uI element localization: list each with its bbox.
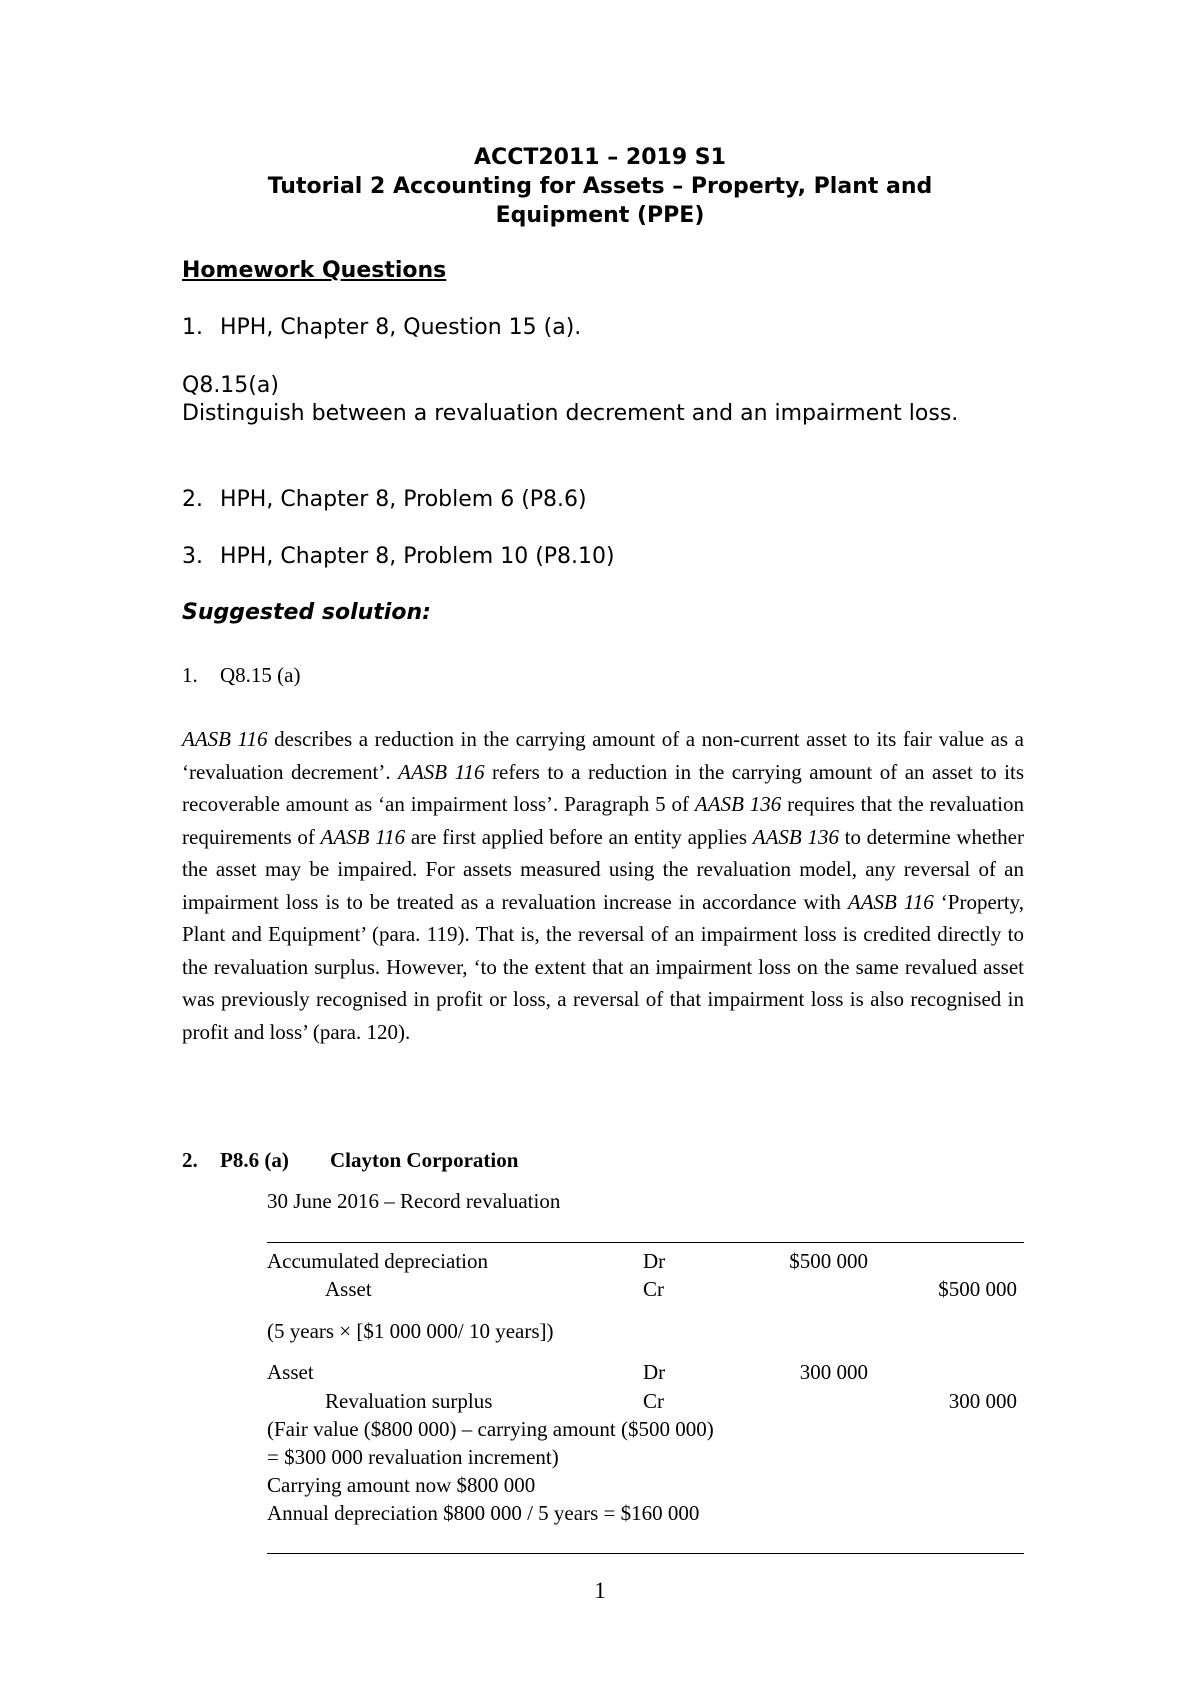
tutorial-title-line1: Tutorial 2 Accounting for Assets – Property, Plant and	[267, 174, 933, 199]
account-name: Accumulated depreciation	[267, 1249, 488, 1273]
paragraph-text: ‘Property, Plant and Equipment’ (para. 119). That is, the reversal of an impairment loss is credited directly to the revaluation surplus. However, ‘to the extent that an impairment loss on the same revalued asset was previously recognised in profit or loss, a reversal of that impairment loss is also recognised in profit and loss’ (para. 120).	[182, 889, 1024, 1044]
dr-cr-indicator: Dr	[643, 1249, 666, 1273]
credit-amount: $500 000	[938, 1277, 1017, 1301]
document-title-block	[150, 143, 1050, 230]
tutorial-title-line2: Equipment (PPE)	[495, 203, 705, 228]
question-815-label: Q8.15(a)	[182, 373, 279, 398]
standard-ref: AASB 116	[320, 824, 406, 849]
solution-1-number: 1.	[182, 663, 198, 687]
standard-ref: AASB 116	[182, 727, 268, 751]
journal-row	[267, 1277, 1024, 1305]
account-name: Asset	[325, 1277, 372, 1301]
journal-row	[267, 1249, 1024, 1277]
journal-note: (5 years × [$1 000 000/ 10 years])	[267, 1319, 554, 1343]
account-name: Revaluation surplus	[325, 1389, 493, 1413]
paragraph-text: requires that the revaluation requirements of	[182, 792, 1025, 849]
solution-2-part: P8.6 (a)	[220, 1148, 289, 1172]
standard-ref: AASB 116	[398, 759, 485, 784]
journal-note: = $300 000 revaluation increment)	[267, 1445, 559, 1469]
homework-question-3	[182, 544, 615, 569]
journal-note: Carrying amount now $800 000	[267, 1473, 536, 1497]
question-text: HPH, Chapter 8, Problem 10 (P8.10)	[220, 544, 615, 569]
question-number: 2.	[182, 487, 203, 512]
paragraph-text: to determine whether the asset may be impaired. For assets measured using the revaluation model, any reversal of an impairment loss is to be treated as a revaluation increase in accordance with	[182, 824, 1024, 914]
debit-amount: 300 000	[799, 1360, 868, 1384]
page-number: 1	[594, 1578, 606, 1603]
standard-ref: AASB 136	[752, 824, 839, 849]
journal-row	[267, 1360, 1024, 1388]
dr-cr-indicator: Cr	[643, 1389, 664, 1413]
credit-amount: 300 000	[948, 1389, 1017, 1413]
paragraph-text: describes a reduction in the carrying amount of a non-current asset to its fair value as a ‘revaluation decrement’.	[182, 727, 1024, 784]
suggested-solution-heading: Suggested solution:	[182, 600, 431, 625]
solution-1-paragraph	[182, 723, 1024, 1048]
question-text: HPH, Chapter 8, Question 15 (a).	[220, 315, 582, 340]
course-code: ACCT2011 – 2019 S1	[474, 145, 726, 170]
dr-cr-indicator: Cr	[643, 1277, 664, 1301]
homework-heading: Homework Questions	[182, 258, 447, 283]
homework-question-2	[182, 487, 587, 512]
journal-entries	[267, 1249, 1024, 1549]
paragraph-text: are first applied before an entity applies	[405, 824, 753, 849]
debit-amount: $500 000	[789, 1249, 868, 1273]
journal-top-rule	[267, 1242, 1024, 1243]
standard-ref: AASB 136	[694, 792, 782, 816]
dr-cr-indicator: Dr	[643, 1360, 666, 1384]
homework-question-1	[182, 315, 581, 340]
solution-2-number: 2.	[182, 1148, 198, 1172]
question-text: HPH, Chapter 8, Problem 6 (P8.6)	[220, 487, 587, 512]
question-815-text: Distinguish between a revaluation decrement and an impairment loss.	[182, 401, 959, 426]
journal-date-line: 30 June 2016 – Record revaluation	[267, 1189, 561, 1213]
account-name: Asset	[267, 1360, 314, 1384]
company-name: Clayton Corporation	[330, 1148, 519, 1172]
journal-note: Annual depreciation $800 000 / 5 years = $160 000	[267, 1501, 700, 1525]
paragraph-text: refers to a reduction in the carrying amount of an asset to its recoverable amount as ‘an impairment loss’. Paragraph 5 of	[182, 759, 1024, 816]
question-number: 1.	[182, 315, 203, 340]
journal-row	[267, 1389, 1024, 1417]
question-number: 3.	[182, 544, 203, 569]
journal-bottom-rule	[267, 1553, 1024, 1554]
question-815-block	[182, 372, 1042, 428]
standard-ref: AASB 116	[847, 889, 934, 914]
journal-note: (Fair value ($800 000) – carrying amount ($500 000)	[267, 1417, 714, 1441]
solution-1-title: Q8.15 (a)	[220, 663, 301, 687]
